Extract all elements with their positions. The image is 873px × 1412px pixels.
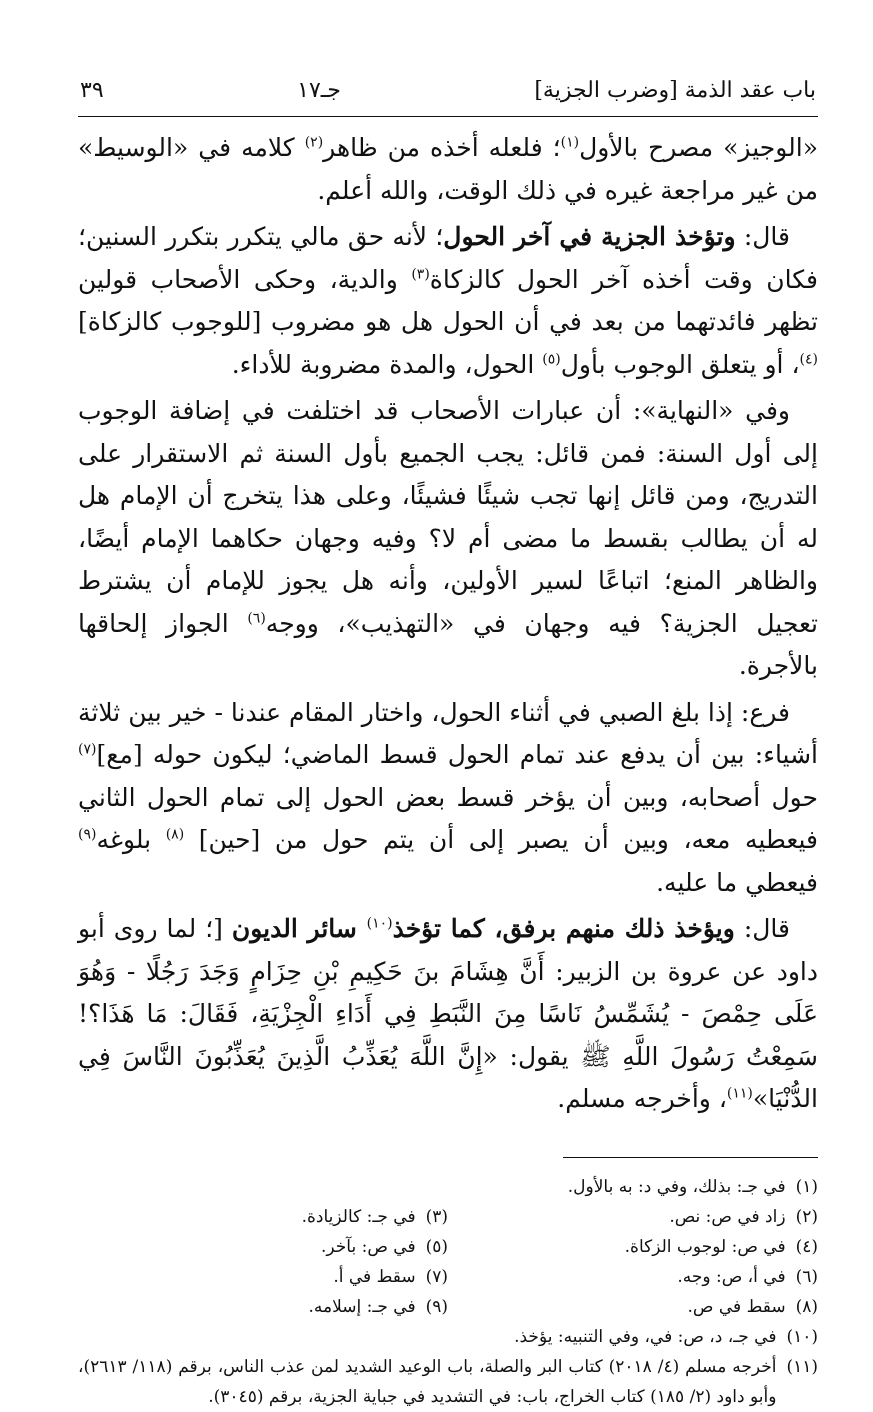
text-run: فرع: إذا بلغ الصبي في أثناء الحول، واختار المقام عندنا - خير بين ثلاثة أشياء: بين أن يدفع عند تمام الحول قسط الماضي؛ ليكون حوله [مع] [78,697,818,769]
page-number: ٣٩ [80,78,104,103]
paragraph-5 [78,908,818,1121]
header-rule [78,116,818,117]
running-header [78,78,818,114]
footnote-number: (٤) [795,1236,818,1257]
footnote-row [78,1262,818,1292]
text-run: «الوجيز» مصرح بالأول [579,133,818,162]
text-run: الجواز إلحاقها بالأجرة. [78,608,818,680]
footnote-text: سقط في ص. [687,1296,786,1317]
footnote-number: (٨) [795,1296,818,1317]
text-run: ، وأخرجه مسلم. [557,1084,727,1113]
footnote-8 [448,1292,818,1322]
footnote-text: في جـ: إسلامه. [308,1296,416,1317]
footnote-number: (٥) [425,1236,448,1257]
paragraph-1 [78,127,818,212]
footnote-ref[interactable]: (١١) [726,1085,753,1102]
text-run: فيعطي ما عليه. [656,867,818,897]
footnote-4 [448,1232,818,1262]
footnote-2 [448,1202,818,1232]
text-run: حول أصحابه، وبين أن يؤخر قسط بعض الحول إلى تمام الحول الثاني فيعطيه معه، وبين أن يصبر إلى أن يتم حول من [حين] [78,782,818,854]
footnote-number: (١١) [786,1356,818,1377]
text-run: ؛ لأنه حق مالي يتكرر بتكرر السنين؛ فكان وقت أخذه آخر الحول كالزكاة [78,222,818,294]
footnote-text: في جـ، د، ص: في، وفي التنبيه: يؤخذ. [514,1326,777,1347]
footnote-ref[interactable]: (٨) [165,826,185,843]
footnote-ref[interactable]: (٥) [542,351,561,368]
main-text [78,127,818,1121]
paragraph-4 [78,692,818,905]
matn-text: ويؤخذ ذلك منهم برفق، كما تؤخذ [392,914,735,943]
footnote-text: في ص: بآخر. [320,1236,416,1257]
text-run: ؛ فلعله أخذه من ظاهر [323,133,561,162]
chapter-title: باب عقد الذمة [وضرب الجزية] [534,78,816,103]
footnote-rule-wrap [78,1121,818,1172]
footnote-ref[interactable]: (٩) [78,826,97,843]
footnote-number: (٢) [795,1206,818,1227]
paragraph-2 [78,216,818,386]
footnote-ref[interactable]: (٦) [247,610,266,627]
matn-text: سائر الديون [231,914,367,943]
footnote-text: في ص: لوجوب الزكاة. [624,1236,786,1257]
text-run: بلوغه [96,825,166,854]
text-run: وفي «النهاية»: أن عبارات الأصحاب قد اختلفت في إضافة الوجوب إلى أول السنة: فمن قائل: يجب الجميع بأول السنة ثم الاستقرار على التدريج، ومن قائل إنها تجب شيئًا فشيئًا، وعلى هذا يتخرج أن الإمام هل له أن يطالب بقسط ما مضى أم لا؟ وفيه وجهان حكاهما الإمام أيضًا، والظاهر المنع؛ اتباعًا لسير الأولين، وأنه هل يجوز للإمام أن يشترط تعجيل الجزية؟ فيه وجهان في «التهذيب»، ووجه [78,396,819,638]
footnote-text: في جـ: كالزيادة. [301,1206,416,1227]
footnote-ref[interactable]: (٤) [799,351,818,368]
footnote-ref[interactable]: (١) [560,134,580,151]
footnote-7 [78,1262,448,1292]
footnote-row [78,1292,818,1322]
footnote-9 [78,1292,448,1322]
matn-text: وتؤخذ الجزية في آخر الحول [443,222,736,251]
footnote-text: في أ، ص: وجه. [677,1266,786,1287]
footnote-ref[interactable]: (٢) [304,134,324,151]
footnote-text: زاد في ص: نص. [669,1206,786,1227]
text-run: والدية، وحكى الأصحاب قولين تظهر فائدتهما من بعد في أن الحول هل هو مضروب [للوجوب كالزكاة] [78,264,818,336]
text-run: كلامه في «الوسيط» من غير مراجعة غيره في ذلك الوقت، والله أعلم. [78,133,818,205]
footnote-6 [448,1262,818,1292]
footnote-ref[interactable]: (٧) [78,741,97,758]
footnote-number: (١٠) [786,1326,818,1347]
footnote-number: (٦) [795,1266,818,1287]
footnote-rule [563,1157,818,1158]
paragraph-3 [78,390,818,688]
footnote-row [78,1202,818,1232]
footnote-row [78,1172,818,1202]
footnote-11 [78,1352,818,1412]
text-run: قال: [735,222,790,251]
text-run: [؛ لما روى أبو داود عن عروة بن الزبير: أَنَّ هِشَامَ بنَ حَكِيمِ بْنِ حِزَامٍ وَجَدَ رَجُلًا - وَهُوَ عَلَى حِمْصَ - يُشَمِّسُ نَاسًا مِنَ النَّبَطِ فِي أَدَاءِ الْجِزْيَةِ، فَقَالَ: مَا هَذَا؟! سَمِعْتُ رَسُولَ اللَّهِ ﷺ يقول: «إِنَّ اللَّهَ يُعَذِّبُ الَّذِينَ يُعَذِّبُونَ النَّاسَ فِي الدُّنْيَا» [78,914,818,1113]
footnote-number: (٣) [425,1206,448,1227]
footnotes [78,1172,818,1412]
footnote-10 [78,1322,818,1352]
footnote-3 [78,1202,448,1232]
text-run: قال: [734,914,790,943]
footnote-number: (٩) [425,1296,448,1317]
footnote-ref[interactable]: (٣) [411,266,430,283]
footnote-number: (٧) [425,1266,448,1287]
footnote-ref[interactable]: (١٠) [366,915,393,932]
footnote-row [78,1232,818,1262]
footnote-text: في جـ: بذلك، وفي د: به بالأول. [567,1176,786,1197]
footnote-text: أخرجه مسلم (٤/ ٢٠١٨) كتاب البر والصلة، باب الوعيد الشديد لمن عذب الناس، برقم (١١٨/ ٢٦١٣)، وأبو داود (٢/ ١٨٥) كتاب الخراج، باب: في التشديد في جباية الجزية، برقم (٣٠٤٥). [78,1356,777,1407]
footnote-number: (١) [795,1176,818,1197]
text-run: ، أو يتعلق الوجوب بأول [560,349,800,379]
text-run: الحول، والمدة مضروبة للأداء. [231,349,543,379]
book-page [78,78,818,1412]
footnote-1 [433,1172,818,1202]
footnote-text: سقط في أ. [333,1266,416,1287]
volume-label: جـ١٧ [297,78,341,103]
footnote-5 [78,1232,448,1262]
